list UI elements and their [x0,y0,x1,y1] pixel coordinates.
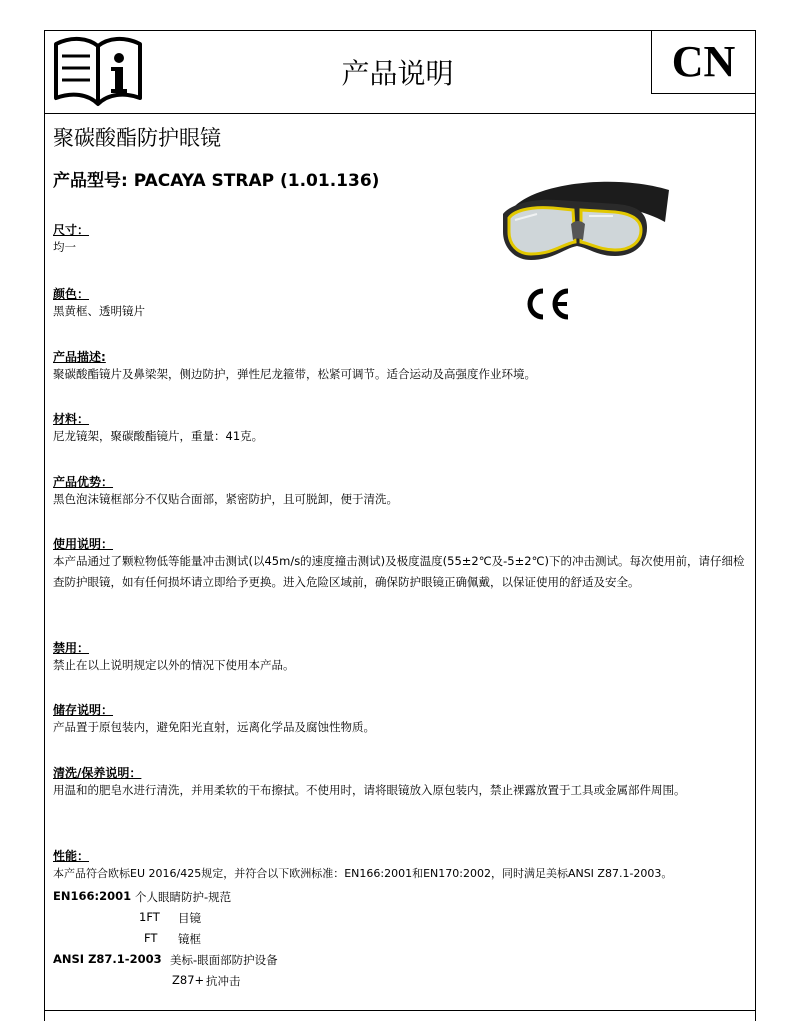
section-performance-heading: 性能： [53,849,90,863]
section-advantage-heading: 产品优势： [53,475,114,489]
en166-standard-code: EN166:2001 [53,889,132,903]
mark-code-z87: Z87+ [172,973,205,987]
section-material-text: 尼龙镜架，聚碳酸酯镜片，重量：41克。 [53,429,264,443]
section-color-heading: 颜色： [53,287,90,301]
mark-code-1ft: 1FT [139,910,160,924]
section-prohibited-heading: 禁用： [53,641,90,655]
section-material-heading: 材料： [53,412,90,426]
section-size-heading: 尺寸： [53,223,90,237]
section-cleaning-text: 用温和的肥皂水进行清洗，并用柔软的干布擦拭。不使用时，请将眼镜放入原包装内，禁止裸露放置于工具或金属部件周围。 [53,783,686,797]
language-code: CN [651,30,755,94]
product-name: 聚碳酸酯防护眼镜 [53,126,221,150]
section-usage-text: 本产品通过了颗粒物低等能量冲击测试(以45m/s的速度撞击测试)及极度温度(55±2℃及-5±2℃)下的冲击测试。每次使用前，请仔细检查防护眼镜，如有任何损坏请立即给予更换。进入危险区域前，确保防护眼镜正确佩戴，以保证使用的舒适及安全。 [53,554,745,589]
section-usage-heading: 使用说明： [53,537,114,551]
section-size-text: 均一 [53,240,76,254]
footer-divider [44,1010,755,1011]
section-cleaning-heading: 清洗/保养说明： [53,766,142,780]
section-storage-heading: 储存说明： [53,703,114,717]
mark-desc-ft: 镜框 [178,932,201,946]
mark-desc-z87: 抗冲击 [206,974,241,988]
section-prohibited-text: 禁止在以上说明规定以外的情况下使用本产品。 [53,658,295,672]
section-color-text: 黑黄框、透明镜片 [53,304,145,318]
section-storage-text: 产品置于原包装内，避免阳光直射，远离化学品及腐蚀性物质。 [53,720,375,734]
mark-desc-1ft: 目镜 [178,911,201,925]
section-description-heading: 产品描述: [53,350,106,364]
section-performance-text: 本产品符合欧标EU 2016/425规定，并符合以下欧洲标准：EN166:2001和EN170:2002，同时满足美标ANSI Z87.1-2003。 [53,867,673,880]
section-advantage-text: 黑色泡沫镜框部分不仅贴合面部，紧密防护，且可脱卸，便于清洗。 [53,492,398,506]
header-divider [44,113,755,114]
section-description-text: 聚碳酸酯镜片及鼻梁架，侧边防护，弹性尼龙箍带，松紧可调节。适合运动及高强度作业环境。 [53,367,536,381]
ansi-standard-desc: 美标-眼面部防护设备 [170,953,278,967]
product-model: 产品型号: PACAYA STRAP (1.01.136) [53,171,380,191]
document-title: 产品说明 [341,57,454,90]
ansi-standard-code: ANSI Z87.1-2003 [53,952,162,966]
en166-standard-desc: 个人眼睛防护-规范 [135,890,232,904]
mark-code-ft: FT [144,931,158,945]
